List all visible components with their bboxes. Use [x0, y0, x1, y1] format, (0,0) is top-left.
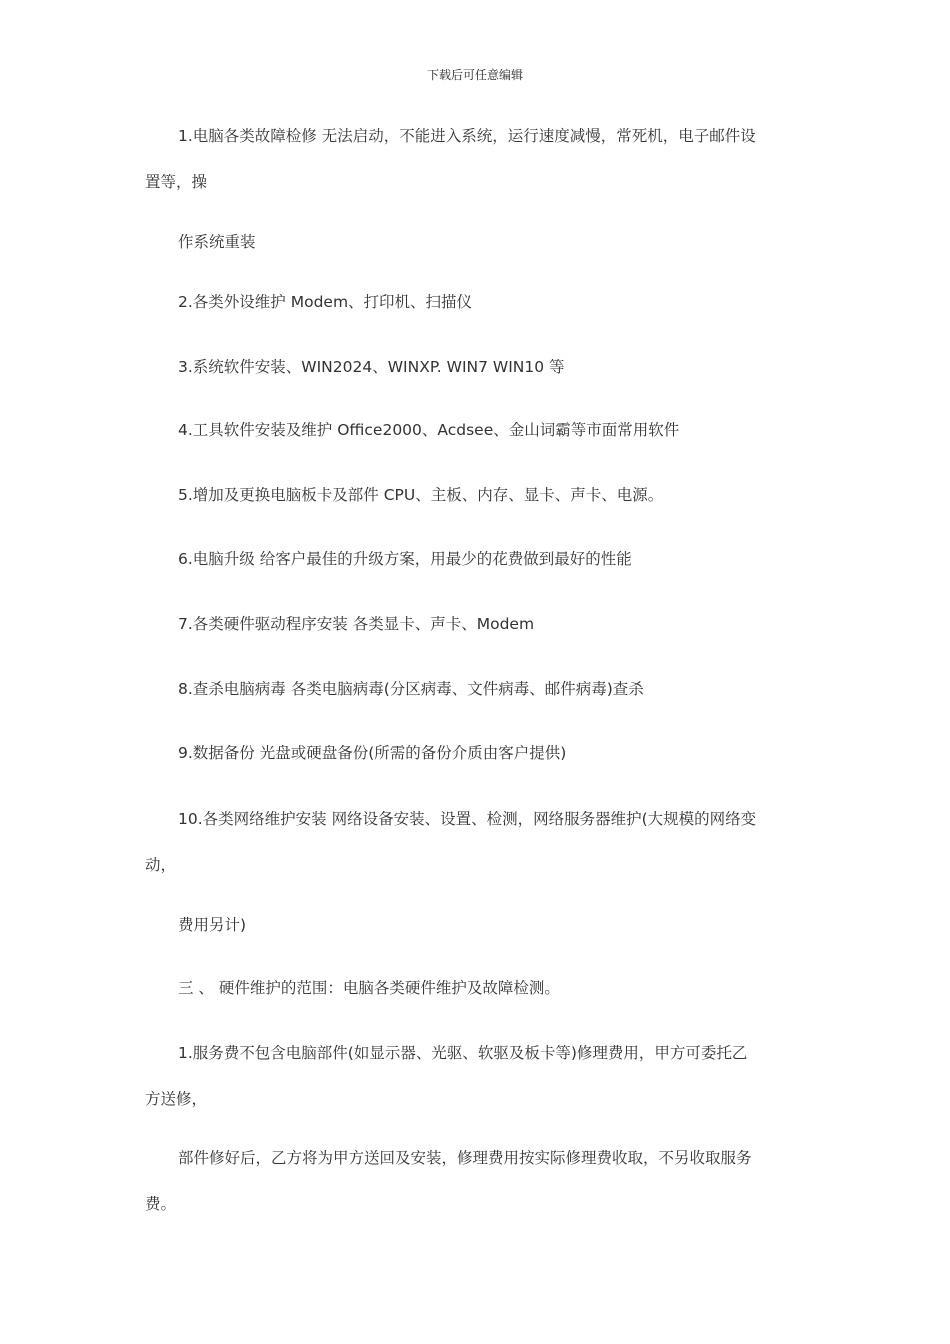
paragraph-line: 5.增加及更换电脑板卡及部件 CPU、主板、内存、显卡、声卡、电源。 [178, 486, 664, 504]
paragraph-item-8 [145, 666, 810, 712]
paragraph-line: 2.各类外设维护 Modem、打印机、扫描仪 [178, 293, 473, 311]
paragraph-item-1 [145, 113, 810, 205]
paragraph-line: 8.查杀电脑病毒 各类电脑病毒(分区病毒、文件病毒、邮件病毒)查杀 [178, 680, 644, 698]
paragraph-item-6 [145, 536, 810, 582]
paragraph-item-10-cont [145, 902, 810, 948]
paragraph-item-9 [145, 730, 810, 776]
paragraph-hw-1-cont [145, 1135, 810, 1227]
paragraph-line: 3.系统软件安装、WIN2024、WINXP. WIN7 WIN10 等 [178, 358, 565, 376]
paragraph-item-2 [145, 279, 810, 325]
paragraph-item-1-cont [145, 219, 810, 265]
paragraph-line: 置等，操 [145, 173, 208, 191]
paragraph-line: 三 、 硬件维护的范围：电脑各类硬件维护及故障检测。 [178, 979, 560, 997]
page-header: 下载后可任意编辑 [426, 68, 523, 82]
section-heading-3 [145, 965, 810, 1011]
paragraph-line: 部件修好后，乙方将为甲方送回及安装，修理费用按实际修理费收取，不另收取服务 [178, 1149, 752, 1167]
paragraph-line: 7.各类硬件驱动程序安装 各类显卡、声卡、Modem [178, 615, 535, 633]
paragraph-item-3 [145, 344, 810, 390]
paragraph-line: 作系统重装 [178, 233, 256, 251]
paragraph-line: 1.电脑各类故障检修 无法启动，不能进入系统，运行速度减慢，常死机，电子邮件设 [178, 127, 756, 145]
paragraph-line: 费。 [145, 1195, 177, 1213]
paragraph-line: 6.电脑升级 给客户最佳的升级方案，用最少的花费做到最好的性能 [178, 550, 632, 568]
paragraph-item-7 [145, 601, 810, 647]
paragraph-hw-1 [145, 1030, 810, 1122]
paragraph-item-10 [145, 796, 810, 888]
paragraph-line: 10.各类网络维护安装 网络设备安装、设置、检测，网络服务器维护(大规模的网络变 [178, 810, 757, 828]
paragraph-line: 动， [145, 856, 177, 874]
paragraph-item-4 [145, 407, 810, 453]
paragraph-line: 4.工具软件安装及维护 Office2000、Acdsee、金山词霸等市面常用软件 [178, 421, 680, 439]
paragraph-line: 9.数据备份 光盘或硬盘备份(所需的备份介质由客户提供) [178, 744, 567, 762]
paragraph-line: 1.服务费不包含电脑部件(如显示器、光驱、软驱及板卡等)修理费用，甲方可委托乙 [178, 1044, 748, 1062]
paragraph-item-5 [145, 472, 810, 518]
paragraph-line: 费用另计) [178, 916, 247, 934]
paragraph-line: 方送修， [145, 1090, 208, 1108]
